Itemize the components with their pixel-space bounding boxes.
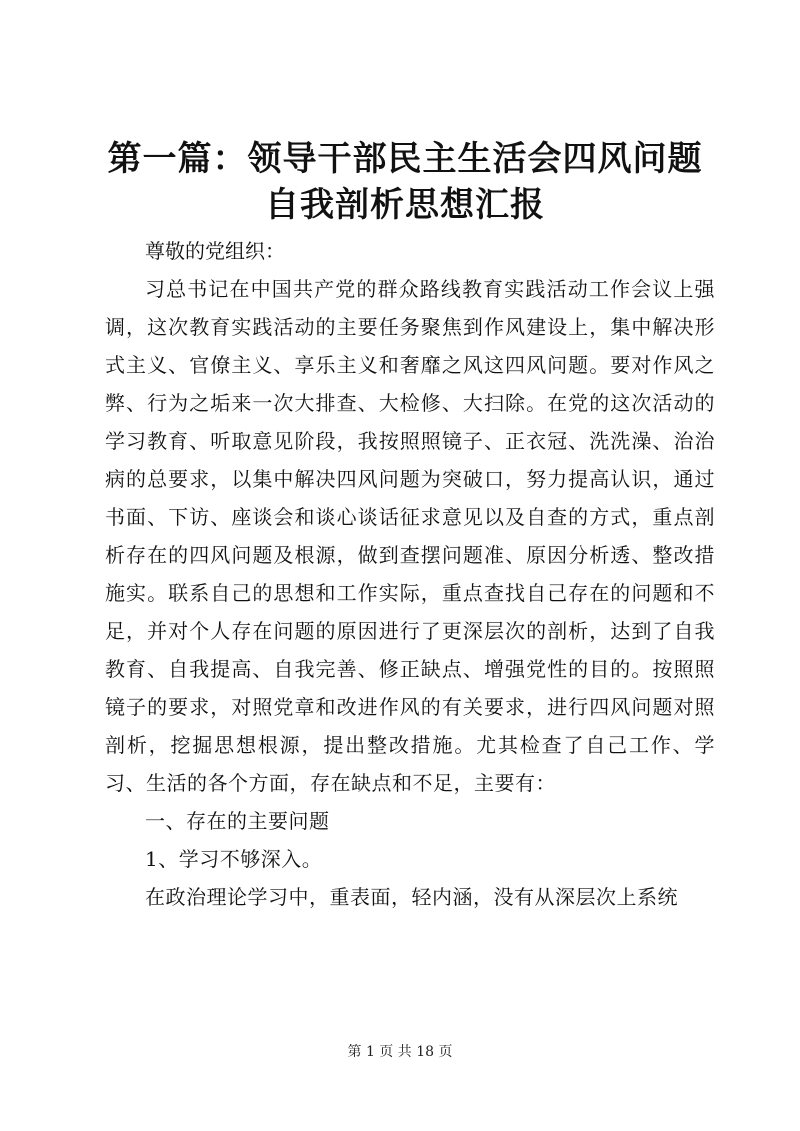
- page-number-footer: 第 1 页 共 18 页: [347, 1044, 453, 1060]
- body-paragraph: 习总书记在中国共产党的群众路线教育实践活动工作会议上强调，这次教育实践活动的主要任务聚焦到作风建设上，集中解决形式主义、官僚主义、享乐主义和奢靡之风这四风问题。要对作风之弊、行为之垢来一次大排查、大检修、大扫除。在党的这次活动的学习教育、听取意见阶段，我按照照镜子、正衣冠、洗洗澡、治治病的总要求，以集中解决四风问题为突破口，努力提高认识，通过书面、下访、座谈会和谈心谈话征求意见以及自查的方式，重点剖析存在的四风问题及根源，做到查摆问题准、原因分析透、整改措施实。联系自己的思想和工作实际，重点查找自己存在的问题和不足，并对个人存在问题的原因进行了更深层次的剖析，达到了自我教育、自我提高、自我完善、修正缺点、增强党性的目的。按照照镜子的要求，对照党章和改进作风的有关要求，进行四风问题对照剖析，挖掘思想根源，提出整改措施。尤其检查了自己工作、学习、生活的各个方面，存在缺点和不足，主要有：: [105, 277, 715, 795]
- subsection-heading: 1、学习不够深入。: [145, 847, 323, 871]
- body-paragraph: 在政治理论学习中，重表面，轻内涵，没有从深层次上系统: [145, 885, 678, 909]
- salutation: 尊敬的党组织：: [145, 239, 285, 263]
- section-heading: 一、存在的主要问题: [145, 809, 330, 833]
- document-body: [105, 232, 715, 916]
- document-title: 第一篇：领导干部民主生活会四风问题自我剖析思想汇报: [107, 139, 703, 225]
